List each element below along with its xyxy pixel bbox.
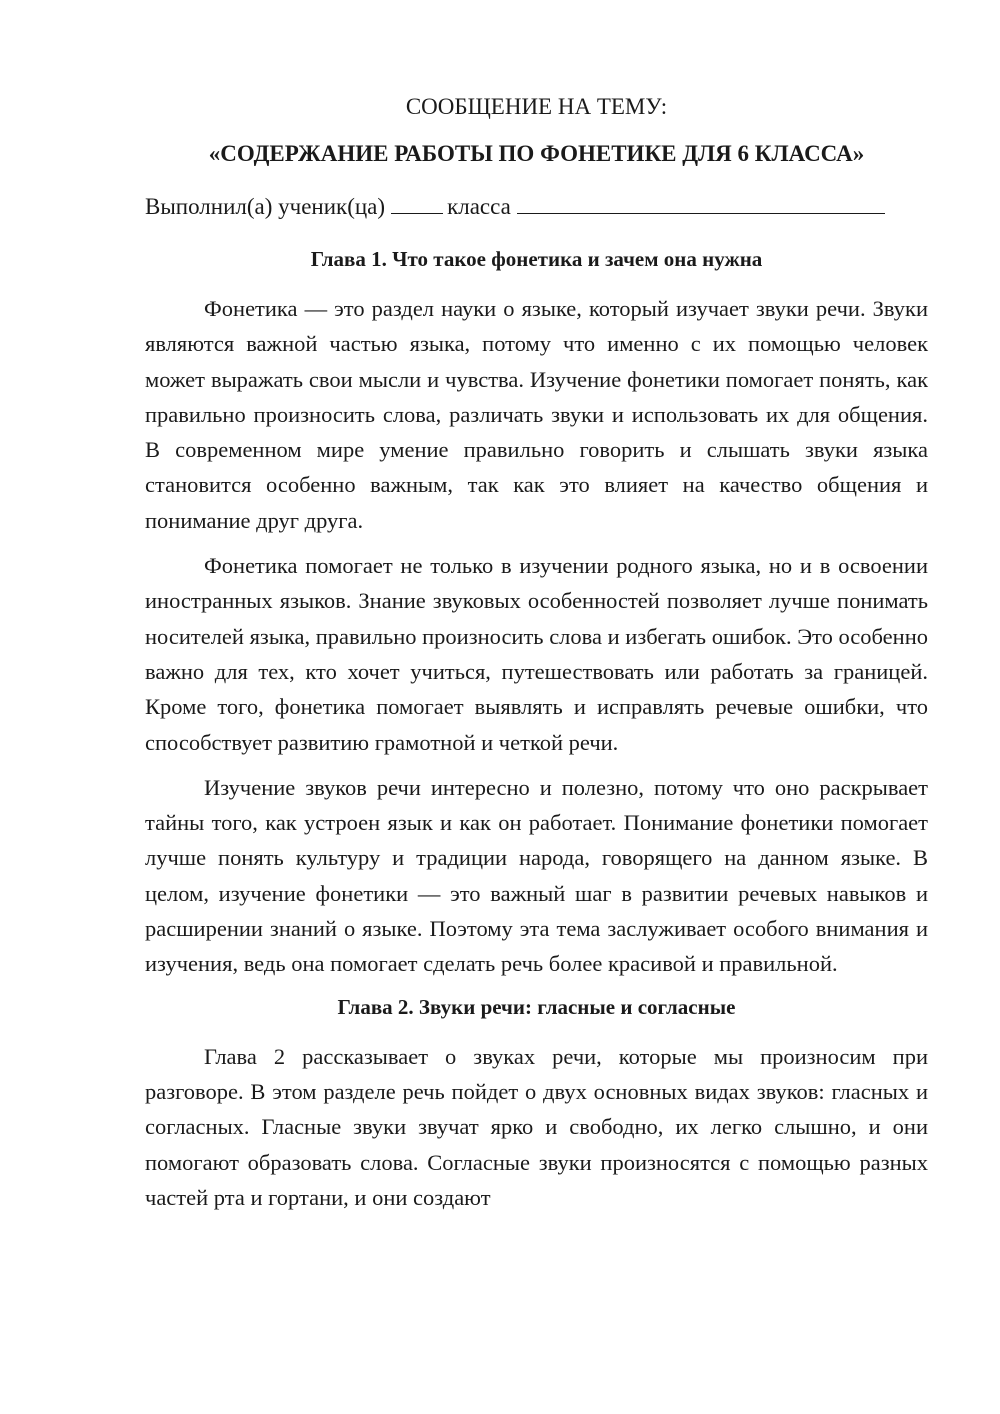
chapter-1-paragraph-3: Изучение звуков речи интересно и полезно, потому что оно раскрывает тайны того, как устроен язык и как он работает. Понимание фонетики помогает лучше понять культуру и традиции народа, говорящего на данном языке. В целом, изучение фонетики — это важный шаг в развитии речевых навыков и расширении знаний о языке. Поэтому эта тема заслуживает особого внимания и изучения, ведь она помогает сделать речь более красивой и правильной.: [145, 774, 928, 977]
document-page: [145, 92, 928, 1225]
class-label: класса: [447, 194, 511, 219]
document-title-line-2: «СОДЕРЖАНИЕ РАБОТЫ ПО ФОНЕТИКЕ ДЛЯ 6 КЛАССА»: [208, 141, 865, 166]
student-label: Выполнил(а) ученик(ца): [145, 194, 386, 219]
name-blank-field: [517, 193, 885, 214]
chapter-2-heading: Глава 2. Звуки речи: гласные и согласные: [337, 994, 736, 1019]
document-title-line-1: СООБЩЕНИЕ НА ТЕМУ:: [405, 94, 668, 119]
chapter-1-paragraph-1: Фонетика — это раздел науки о языке, который изучает звуки речи. Звуки являются важной частью языка, потому что именно с их помощью человек может выражать свои мысли и чувства. Изучение фонетики помогает понять, как правильно произносить слова, различать звуки и использовать их для общения. В современном мире умение правильно говорить и слышать звуки языка становится особенно важным, так как это влияет на качество общения и понимание друг друга.: [145, 296, 928, 533]
class-blank-field: [391, 193, 443, 214]
student-info-line: [145, 192, 928, 222]
chapter-2-paragraph-1: Глава 2 рассказывает о звуках речи, которые мы произносим при разговоре. В этом разделе речь пойдет о двух основных видах звуков: гласных и согласных. Гласные звуки звучат ярко и свободно, их легко слышно, и они помогают образовать слова. Согласные звуки произносятся с помощью разных частей рта и гортани, и они создают: [145, 1043, 928, 1210]
chapter-1-heading: Глава 1. Что такое фонетика и зачем она нужна: [310, 247, 763, 271]
chapter-1-paragraph-2: Фонетика помогает не только в изучении родного языка, но и в освоении иностранных языков. Знание звуковых особенностей позволяет лучше понимать носителей языка, правильно произносить слова и избегать ошибок. Это особенно важно для тех, кто хочет учиться, путешествовать или работать за границей. Кроме того, фонетика помогает выявлять и исправлять речевые ошибки, что способствует развитию грамотной и четкой речи.: [145, 553, 928, 755]
